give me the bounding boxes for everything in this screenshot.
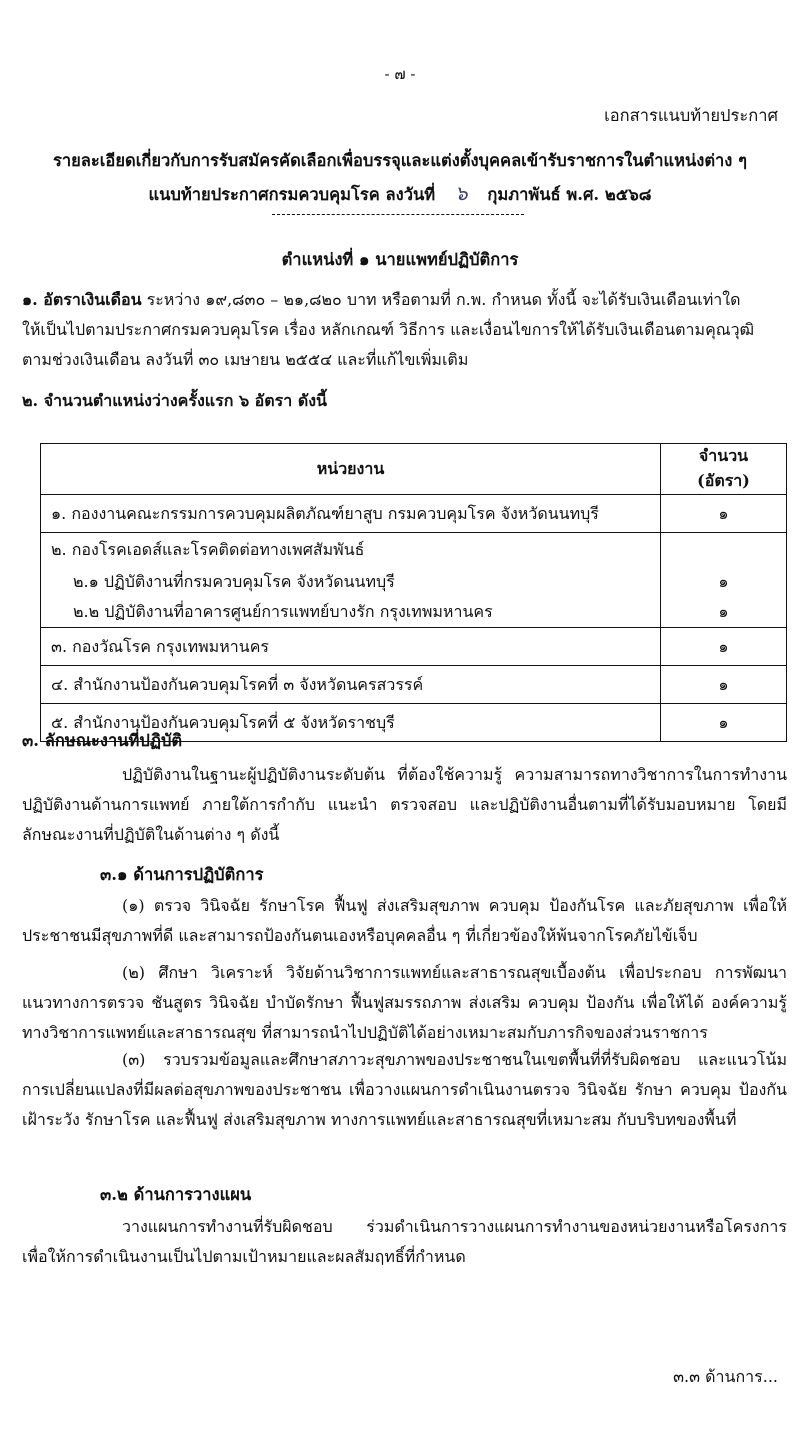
table-row: [41, 533, 787, 628]
table-row: [41, 495, 787, 533]
operations-heading: ๓.๑ ด้านการปฏิบัติการ: [100, 865, 264, 884]
duties-intro: ปฏิบัติงานในฐานะผู้ปฏิบัติงานระดับต้น ที่ต้องใช้ความรู้ ความสามารถทางวิชาการในการทำงาน ปฏิบัติงานด้านการแพทย์ ภายใต้การกำกับ แนะนำ ตรวจสอบ และปฏิบัติงานอื่นตามที่ได้รับมอบหมาย โดยมีลักษณะงานที่ปฏิบัติในด้านต่าง ๆ ดังนี้: [22, 765, 787, 844]
salary-text: ระหว่าง ๑๙,๘๓๐ – ๒๑,๘๒๐ บาท หรือตามที่ ก.พ. กำหนด ทั้งนี้ จะได้รับเงินเดือนเท่าใด: [146, 290, 741, 309]
salary-heading: ๑. อัตราเงินเดือน: [22, 290, 142, 309]
unit-cell-group: [41, 533, 661, 628]
count-sub: ๑: [718, 602, 729, 621]
count-cell: ๑: [661, 495, 787, 533]
document-title-line1: รายละเอียดเกี่ยวกับการรับสมัครคัดเลือกเพื่อบรรจุและแต่งตั้งบุคคลเข้ารับราชการในตำแหน่งต่าง ๆ: [53, 151, 747, 170]
count-cell: ๑: [661, 666, 787, 704]
position-title: ตำแหน่งที่ ๑ นายแพทย์ปฏิบัติการ: [281, 250, 519, 269]
vacancies-heading: ๒. จำนวนตำแหน่งว่างครั้งแรก ๖ อัตรา ดังนี้: [22, 391, 327, 410]
document-title-line2: [0, 177, 800, 209]
salary-line2: ให้เป็นไปตามประกาศกรมควบคุมโรค เรื่อง หลักเกณฑ์ วิธีการ และเงื่อนไขการให้ได้รับเงินเดือนตามคุณวุฒิ: [22, 320, 755, 339]
unit-cell: ๓. กองวัณโรค กรุงเทพมหานคร: [41, 628, 661, 666]
unit-sub-item: ๒.๒ ปฏิบัติงานที่อาคารศูนย์การแพทย์บางรัก กรุงเทพมหานคร: [73, 602, 493, 621]
count-cell: ๑: [661, 628, 787, 666]
operations-item-2: (๒) ศึกษา วิเคราะห์ วิจัยด้านวิชาการแพทย์และสาธารณสุขเบื้องต้น เพื่อประกอบ การพัฒนาแนวทางการตรวจ ชันสูตร วินิจฉัย บำบัดรักษา ฟื้นฟูสมรรถภาพ ส่งเสริม ควบคุม ป้องกัน เพื่อให้ได้ องค์ความรู้ทางวิชาการแพทย์และสาธารณสุข ที่สามารถนำไปปฏิบัติได้อย่างเหมาะสมกับภารกิจของส่วนราชการ: [22, 963, 787, 1042]
title-prefix: แนบท้ายประกาศกรมควบคุมโรค ลงวันที่: [148, 185, 436, 204]
separator-rule: [272, 214, 524, 215]
vacancies-table: [40, 443, 787, 742]
unit-cell: ๔. สำนักงานป้องกันควบคุมโรคที่ ๓ จังหวัดนครสวรรค์: [41, 666, 661, 704]
unit-group-title: ๒. กองโรคเอดส์และโรคติดต่อทางเพศสัมพันธ์: [51, 540, 365, 559]
planning-item-1: วางแผนการทำงานที่รับผิดชอบ ร่วมดำเนินการวางแผนการทำงานของหน่วยงานหรือโครงการ เพื่อให้การดำเนินงานเป็นไปตามเป้าหมายและผลสัมฤทธิ์ที่กำหนด: [22, 1217, 787, 1266]
table-row: [41, 628, 787, 666]
handwritten-day: ๖: [454, 181, 468, 205]
unit-cell: ๕. สำนักงานป้องกันควบคุมโรคที่ ๕ จังหวัดราชบุรี: [41, 704, 661, 742]
unit-cell: ๑. กองงานคณะกรรมการควบคุมผลิตภัณฑ์ยาสูบ กรมควบคุมโรค จังหวัดนนทบุรี: [41, 495, 661, 533]
continuation-footer: ๓.๓ ด้านการ...: [673, 1367, 778, 1386]
count-sub: ๑: [718, 572, 729, 591]
duties-heading: ๓. ลักษณะงานที่ปฏิบัติ: [22, 731, 183, 750]
salary-line3: ตามช่วงเงินเดือน ลงวันที่ ๓๐ เมษายน ๒๕๕๔ และที่แก้ไขเพิ่มเติม: [22, 350, 469, 369]
count-spacer: [671, 533, 776, 567]
annex-label: เอกสารแนบท้ายประกาศ: [604, 106, 778, 125]
count-cell-group: [661, 533, 787, 628]
column-header-unit: หน่วยงาน: [41, 444, 661, 495]
table-header-row: [41, 444, 787, 495]
operations-item-3: (๓) รวบรวมข้อมูลและศึกษาสภาวะสุขภาพของประชาชนในเขตพื้นที่ที่รับผิดชอบ และแนวโน้มการเปลี่ยนแปลงที่มีผลต่อสุขภาพของประชาชน เพื่อวางแผนการดำเนินงานตรวจ วินิจฉัย รักษา ควบคุม ป้องกัน เฝ้าระวัง รักษาโรค และฟื้นฟู ส่งเสริมสุขภาพ ทางการแพทย์และสาธารณสุขที่เหมาะสม กับบริบทของพื้นที่: [22, 1050, 787, 1129]
operations-item-1: (๑) ตรวจ วินิจฉัย รักษาโรค ฟื้นฟู ส่งเสริมสุขภาพ ควบคุม ป้องกันโรค และภัยสุขภาพ เพื่อให้ประชาชนมีสุขภาพที่ดี และสามารถป้องกันตนเองหรือบุคคลอื่น ๆ ที่เกี่ยวข้องให้พ้นจากโรคภัยไข้เจ็บ: [22, 896, 787, 945]
salary-line1: [22, 288, 740, 313]
column-header-count: จำนวน (อัตรา): [661, 444, 787, 495]
title-suffix: กุมภาพันธ์ พ.ศ. ๒๕๖๘: [487, 185, 652, 204]
page-number: - ๗ -: [384, 65, 416, 83]
planning-heading: ๓.๒ ด้านการวางแผน: [100, 1185, 252, 1204]
table-row: [41, 666, 787, 704]
unit-sub-item: ๒.๑ ปฏิบัติงานที่กรมควบคุมโรค จังหวัดนนทบุรี: [73, 572, 395, 591]
count-cell: ๑: [661, 704, 787, 742]
